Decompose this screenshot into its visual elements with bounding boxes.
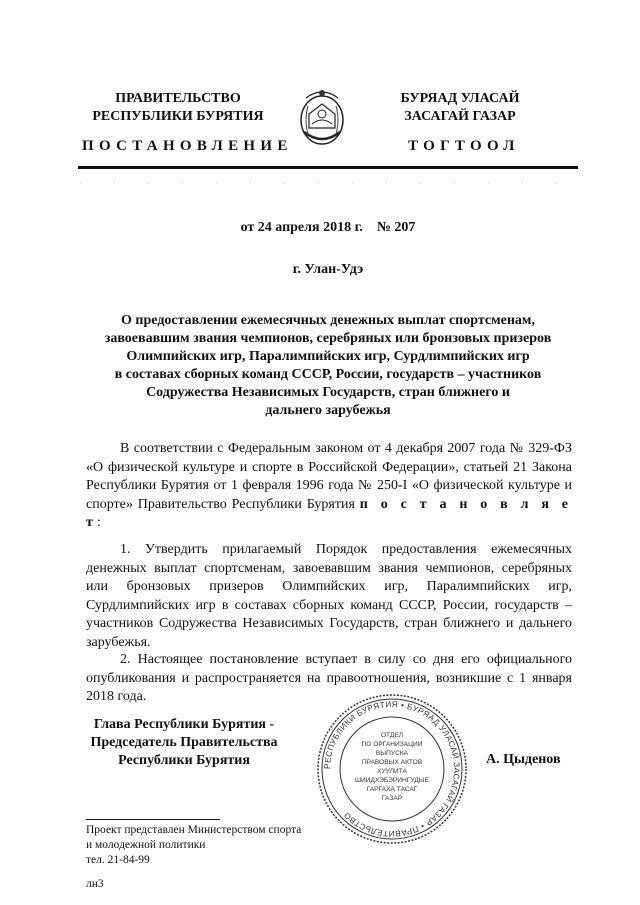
official-stamp bbox=[315, 692, 469, 846]
subject-line: Содружества Независимых Государств, стран ближнего и bbox=[146, 385, 510, 400]
government-name-russian bbox=[88, 90, 268, 126]
stamp-inner-line: ХУУЛИТА bbox=[377, 768, 407, 775]
government-name-line2: РЕСПУБЛИКИ БУРЯТИЯ bbox=[92, 109, 264, 124]
stamp-inner-line: ПО ОРГАНИЗАЦИИ bbox=[361, 741, 423, 748]
subject-line: дальнего зарубежья bbox=[265, 403, 391, 418]
item-2-paragraph: 2. Настоящее постановление вступает в силу со дня его официального опубликования и распространяется на правоотношения, возникшие с 1 января 2018 года. bbox=[86, 652, 572, 704]
stamp-inner-line: ГАРГАХА ТАСАГ bbox=[366, 786, 418, 793]
item-1-paragraph: 1. Утвердить прилагаемый Порядок предоставления ежемесячных денежных выплат спортсменам, завоевавшим звания чемпионов, серебряных или бронзовых призеров Олимпийских игр, Паралимпийских игр, Сурдлимпийских игр в составах сборных команд СССР, России, государств – участников Содружества Независимых Государств, стран ближнего и дальнего зарубежья. bbox=[86, 542, 572, 650]
signatory-title-line1: Глава Республики Бурятия - bbox=[93, 717, 275, 732]
government-name-line1: ПРАВИТЕЛЬСТВО bbox=[115, 91, 241, 106]
subject-line: Олимпийских игр, Паралимпийских игр, Сурдлимпийских игр bbox=[126, 349, 530, 364]
signatory-name: А. Цыденов bbox=[486, 752, 561, 767]
footer-phone: тел. 21-84-99 bbox=[86, 854, 150, 866]
signatory-title bbox=[78, 716, 290, 770]
stamp-inner-line: ШИИДХЭБЭРИНГУДЫЕ bbox=[355, 777, 429, 784]
government-name-buryat-line2: ЗАСАГАЙ ГАЗАР bbox=[404, 109, 516, 124]
footer-note bbox=[86, 823, 301, 868]
government-name-buryat-line1: БУРЯАД УЛАСАЙ bbox=[400, 91, 520, 106]
government-name-buryat bbox=[380, 90, 540, 126]
stamp-inner-line: ОТДЕЛ bbox=[380, 732, 404, 739]
decree-word: п о с т а н о в л я е т bbox=[86, 496, 573, 530]
subject-line: О предоставлении ежемесячных денежных выплат спортсменам, bbox=[121, 313, 535, 328]
preamble-text: В соответствии с Федеральным законом от 4 декабря 2007 года № 329-ФЗ «О физической культуре и спорте в Российской Федерации», статьей 21 Закона Республики Бурятия от 1 февраля 1996 года № 250-I «О физической культуре и спорте» Правительство Республики Бурятия bbox=[86, 441, 572, 512]
header-dotted-line bbox=[80, 172, 576, 176]
document-city: г. Улан-Удэ bbox=[292, 262, 364, 277]
signatory-title-line3: Республики Бурятия bbox=[118, 753, 250, 768]
document-type-russian: ПОСТАНОВЛЕНИЕ bbox=[82, 138, 293, 154]
subject-line: в составах сборных команд СССР, России, государств – участников bbox=[114, 367, 542, 382]
footer-line1: Проект представлен Министерством спорта bbox=[86, 824, 302, 836]
subject-line: завоевавшим звания чемпионов, серебряных или бронзовых призеров bbox=[104, 331, 552, 346]
document-date-number: от 24 апреля 2018 г. № 207 bbox=[240, 220, 416, 235]
footer-divider bbox=[86, 819, 220, 820]
footer-code: лн3 bbox=[86, 878, 104, 890]
stamp-inner-line: ПРАВОВЫХ АКТОВ bbox=[361, 759, 423, 766]
decree-colon: : bbox=[96, 515, 101, 530]
stamp-inner-line: ГАЗАР bbox=[381, 795, 403, 802]
stamp-outer-text: РЕСПУБЛИКИ БУРЯТИЯ • БУРЯАД УЛАСАЙ ЗАСАГАЙ ГАЗАР • ПРАВИТЕЛЬСТВО bbox=[322, 699, 462, 839]
stamp-inner-line: ВЫПУСКА bbox=[375, 750, 409, 757]
preamble-paragraph bbox=[86, 440, 572, 533]
document-type-buryat: ТОГТООЛ bbox=[408, 138, 520, 154]
document-subject bbox=[80, 312, 576, 420]
signatory-title-line2: Председатель Правительства bbox=[90, 735, 278, 750]
coat-of-arms-emblem bbox=[296, 84, 348, 148]
footer-line2: и молодежной политики bbox=[86, 839, 206, 851]
header-divider bbox=[78, 166, 578, 169]
